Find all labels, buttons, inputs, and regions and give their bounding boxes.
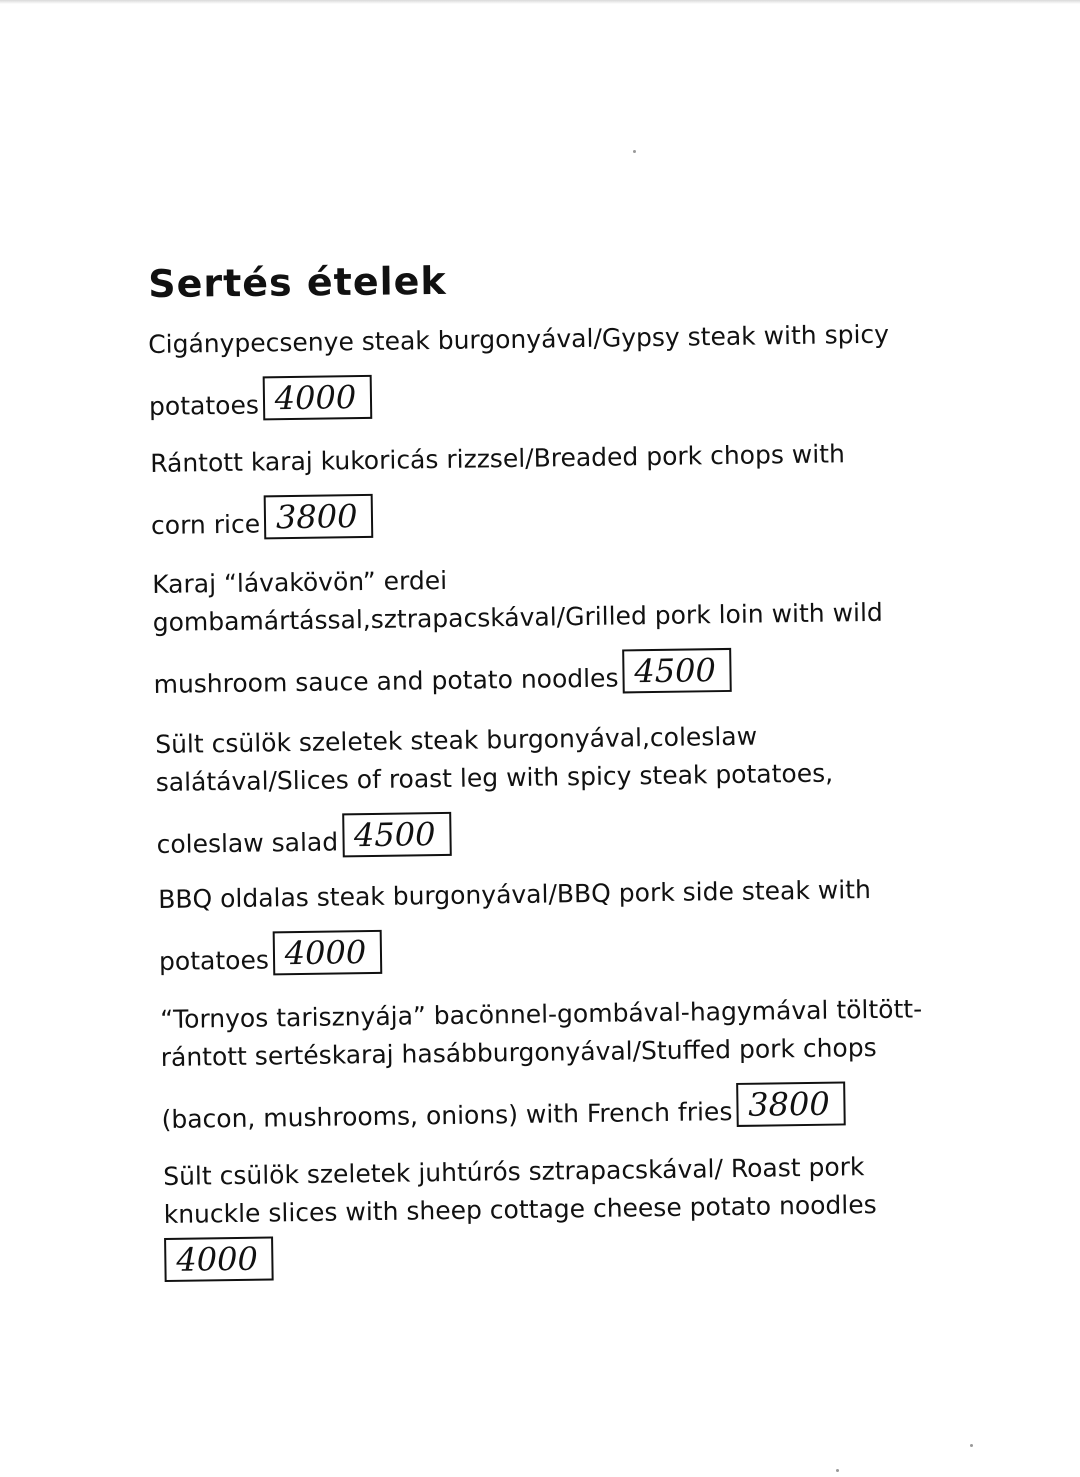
item-line: corn rice: [150, 509, 261, 540]
price-box: 3800: [736, 1081, 846, 1127]
scan-speck: [633, 150, 636, 153]
item-line: knuckle slices with sheep cottage cheese potato noodles: [163, 1190, 877, 1229]
price-box: 4000: [272, 930, 382, 976]
item-line: Sült csülök szeletek steak burgonyával,coleslaw: [155, 721, 758, 759]
menu-item: [150, 439, 846, 541]
item-line: coleslaw salad: [156, 827, 339, 859]
scan-speck: [970, 1444, 973, 1447]
item-line: Sült csülök szeletek juhtúrós sztrapacskával/ Roast pork: [163, 1152, 865, 1191]
item-line: salátával/Slices of roast leg with spicy steak potatoes,: [155, 758, 834, 797]
item-line: BBQ oldalas steak burgonyával/BBQ pork side steak with: [158, 875, 872, 914]
menu-item: [148, 320, 890, 422]
price-box: 4500: [622, 648, 732, 694]
item-line: Karaj “lávakövön” erdei: [152, 565, 448, 599]
menu-item: [163, 1152, 878, 1282]
item-line: potatoes: [148, 390, 260, 421]
menu-item: [152, 560, 884, 700]
page-title: Sertés ételek: [148, 258, 447, 306]
item-line: rántott sertéskaraj hasábburgonyával/Stuffed pork chops: [160, 1032, 877, 1072]
item-line: mushroom sauce and potato noodles: [153, 663, 619, 699]
menu-item: [158, 875, 872, 977]
price-box: 3800: [264, 494, 374, 540]
page-top-edge: [0, 0, 1080, 4]
scan-speck: [836, 1469, 839, 1472]
menu-item: [155, 721, 834, 860]
item-line: Rántott karaj kukoricás rizzsel/Breaded pork chops with: [150, 439, 846, 478]
price-box: 4500: [342, 812, 452, 858]
item-line: “Tornyos tarisznyája” bacönnel-gombával-hagymával töltött-: [160, 994, 923, 1034]
item-line: potatoes: [158, 945, 270, 976]
price-box: 4000: [262, 375, 372, 421]
item-line: (bacon, mushrooms, onions) with French fries: [161, 1097, 733, 1134]
menu-item: [160, 994, 924, 1135]
item-line: Cigánypecsenye steak burgonyával/Gypsy steak with spicy: [148, 319, 890, 359]
item-line: gombamártással,sztrapacskával/Grilled pork loin with wild: [152, 597, 883, 637]
price-box: 4000: [164, 1236, 274, 1282]
